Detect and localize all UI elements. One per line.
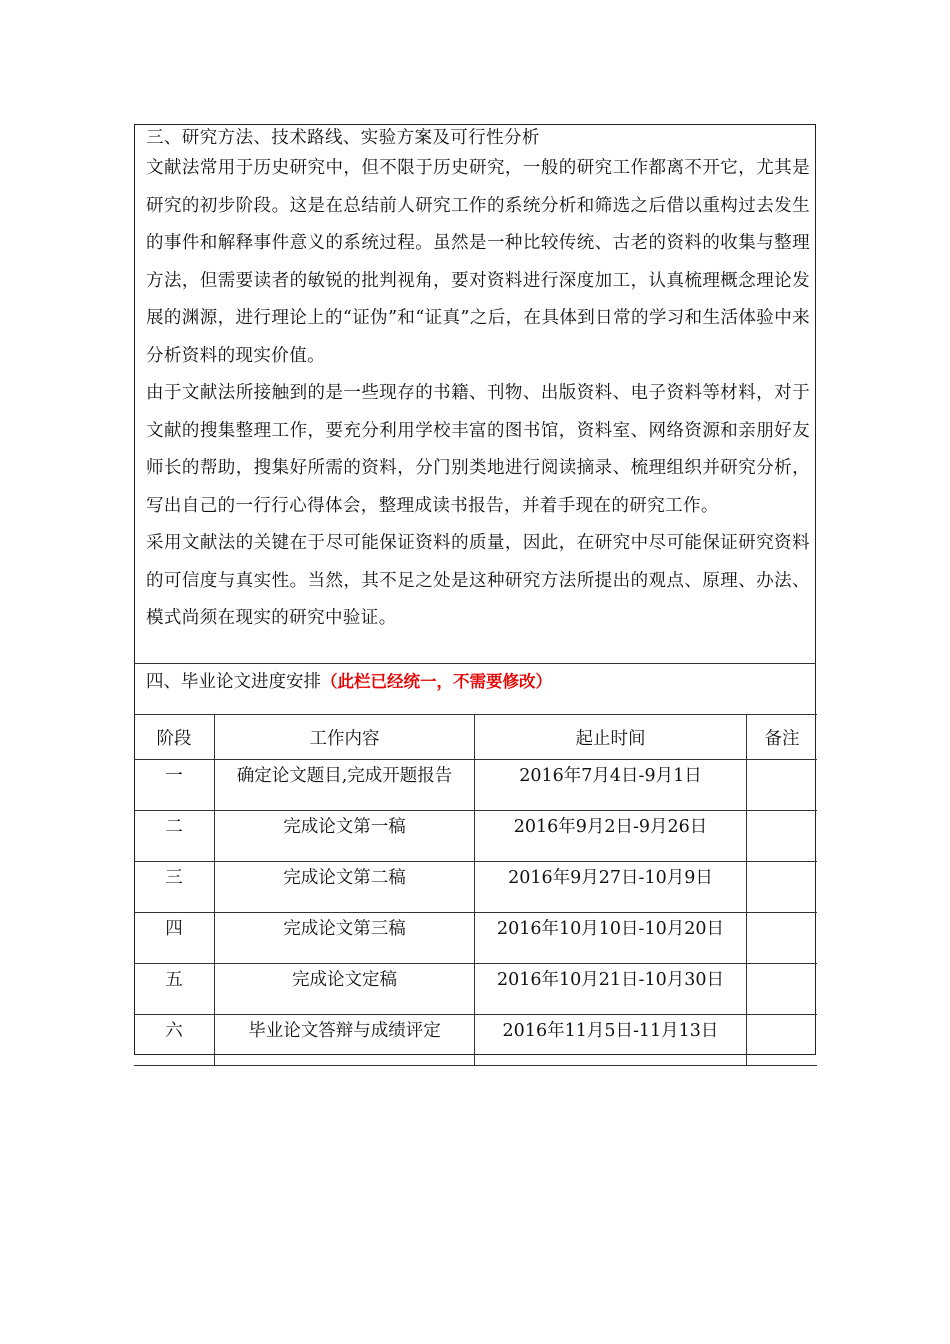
cell-remark	[747, 862, 818, 913]
table-row	[134, 1015, 817, 1066]
table-row	[134, 811, 817, 862]
table-row	[134, 862, 817, 913]
schedule-note: （此栏已经统一，不需要修改）	[321, 672, 552, 691]
cell-content: 确定论文题目,完成开题报告	[215, 760, 475, 811]
cell-content: 完成论文第三稿	[215, 913, 475, 964]
cell-stage: 二	[134, 811, 215, 862]
section-methods	[146, 126, 810, 638]
cell-remark	[747, 1015, 818, 1066]
col-header-period: 起止时间	[475, 715, 747, 760]
cell-period: 2016年10月10日-10月20日	[475, 913, 747, 964]
section-schedule-heading	[146, 668, 552, 693]
cell-remark	[747, 760, 818, 811]
schedule-heading-text: 四、毕业论文进度安排	[146, 672, 321, 692]
table-row	[134, 964, 817, 1015]
col-header-remark: 备注	[747, 715, 818, 760]
col-header-stage: 阶段	[134, 715, 215, 760]
methods-paragraph: 采用文献法的关键在于尽可能保证资料的质量，因此，在研究中尽可能保证研究资料的可信度与真实性。当然，其不足之处是这种研究方法所提出的观点、原理、办法、模式尚须在现实的研究中验证。	[146, 533, 810, 628]
cell-stage: 一	[134, 760, 215, 811]
cell-content: 完成论文第一稿	[215, 811, 475, 862]
cell-period: 2016年9月2日-9月26日	[475, 811, 747, 862]
col-header-content: 工作内容	[215, 715, 475, 760]
cell-period: 2016年11月5日-11月13日	[475, 1015, 747, 1066]
table-row	[134, 913, 817, 964]
cell-content: 完成论文定稿	[215, 964, 475, 1015]
table-row	[134, 760, 817, 811]
methods-paragraph: 由于文献法所接触到的是一些现存的书籍、刊物、出版资料、电子资料等材料，对于文献的搜集整理工作，要充分利用学校丰富的图书馆，资料室、网络资源和亲朋好友师长的帮助，搜集好所需的资料，分门别类地进行阅读摘录、梳理组织并研究分析，写出自己的一行行心得体会，整理成读书报告，并着手现在的研究工作。	[146, 383, 810, 516]
cell-remark	[747, 811, 818, 862]
section-divider	[134, 663, 816, 664]
cell-period: 2016年7月4日-9月1日	[475, 760, 747, 811]
cell-content: 毕业论文答辩与成绩评定	[215, 1015, 475, 1066]
cell-content: 完成论文第二稿	[215, 862, 475, 913]
cell-remark	[747, 913, 818, 964]
schedule-table	[134, 714, 817, 1066]
methods-paragraph: 文献法常用于历史研究中，但不限于历史研究，一般的研究工作都离不开它，尤其是研究的初步阶段。这是在总结前人研究工作的系统分析和筛选之后借以重构过去发生的事件和解释事件意义的系统过程。虽然是一种比较传统、古老的资料的收集与整理方法，但需要读者的敏锐的批判视角，要对资料进行深度加工，认真梳理概念理论发展的渊源，进行理论上的“证伪”和“证真”之后，在具体到日常的学习和生活体验中来分析资料的现实价值。	[146, 158, 810, 366]
cell-period: 2016年10月21日-10月30日	[475, 964, 747, 1015]
cell-stage: 六	[134, 1015, 215, 1066]
cell-stage: 三	[134, 862, 215, 913]
cell-stage: 五	[134, 964, 215, 1015]
table-header-row	[134, 715, 817, 760]
cell-remark	[747, 964, 818, 1015]
cell-stage: 四	[134, 913, 215, 964]
cell-period: 2016年9月27日-10月9日	[475, 862, 747, 913]
section-methods-heading: 三、研究方法、技术路线、实验方案及可行性分析	[146, 128, 540, 148]
